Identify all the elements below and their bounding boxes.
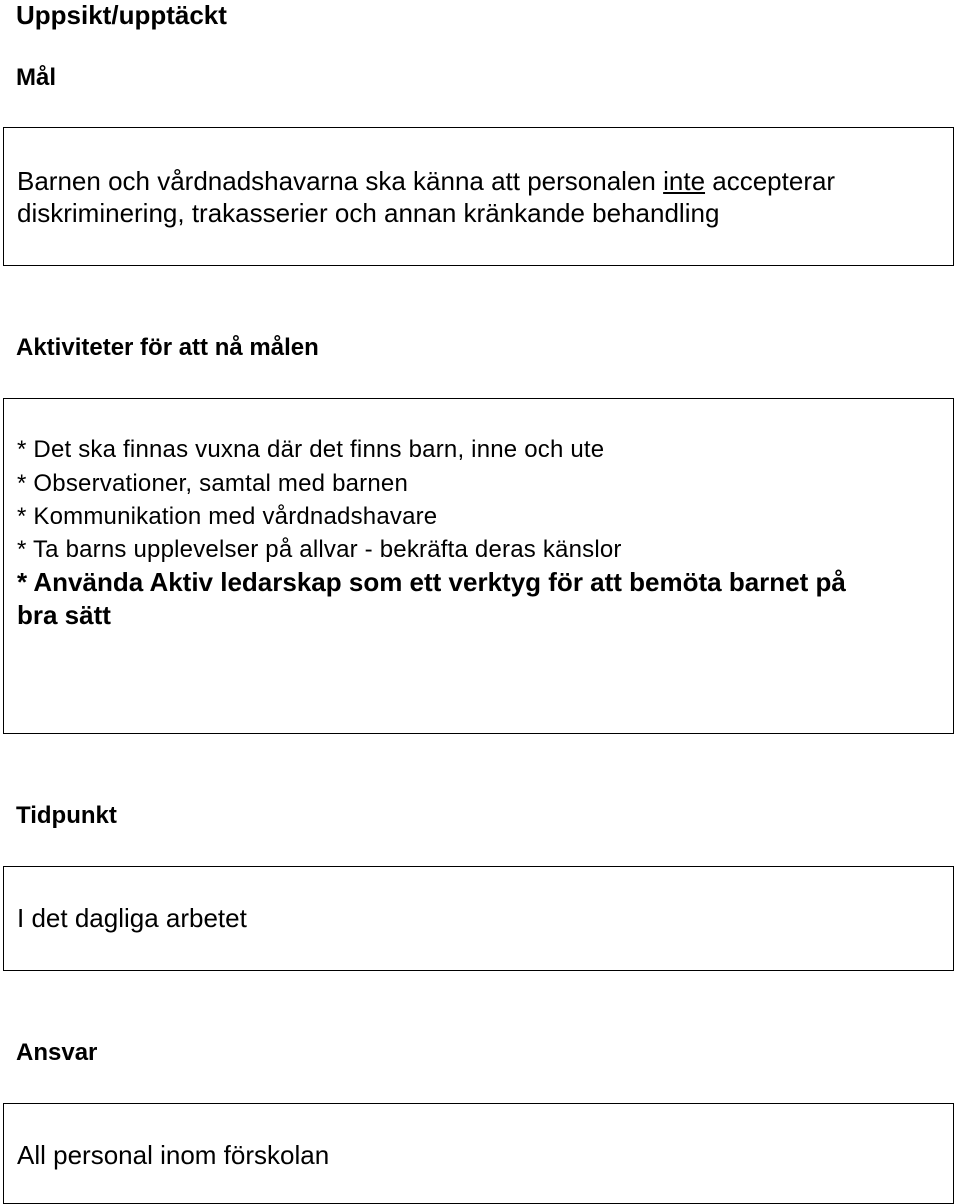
goal-text-line2: diskriminering, trakasserier och annan kränkande behandling bbox=[17, 198, 720, 228]
timing-heading: Tidpunkt bbox=[16, 802, 117, 829]
goal-text-line1 bbox=[17, 165, 835, 197]
goal-text-underlined: inte bbox=[663, 166, 706, 196]
activities-box bbox=[3, 398, 954, 734]
activity-item: * Kommunikation med vårdnadshavare bbox=[17, 503, 438, 530]
goal-heading: Mål bbox=[16, 64, 57, 91]
activities-heading: Aktiviteter för att nå målen bbox=[16, 334, 319, 361]
goal-text-before: Barnen och vårdnadshavarna ska känna att personalen bbox=[17, 166, 664, 196]
document-title: Uppsikt/upptäckt bbox=[16, 0, 227, 30]
responsibility-box bbox=[3, 1103, 954, 1204]
activity-item: * Observationer, samtal med barnen bbox=[17, 470, 408, 497]
responsibility-heading: Ansvar bbox=[16, 1039, 98, 1066]
timing-value: I det dagliga arbetet bbox=[17, 903, 247, 933]
responsibility-value: All personal inom förskolan bbox=[17, 1140, 330, 1170]
activity-item: * Det ska finnas vuxna där det finns barn, inne och ute bbox=[17, 436, 605, 463]
timing-box bbox=[3, 866, 954, 971]
activity-item-bold-line1: * Använda Aktiv ledarskap som ett verktyg för att bemöta barnet på bbox=[17, 567, 846, 597]
goal-box bbox=[3, 127, 954, 266]
activity-item: * Ta barns upplevelser på allvar - bekräfta deras känslor bbox=[17, 536, 622, 563]
goal-text-after: accepterar bbox=[705, 166, 836, 196]
activity-item-bold-line2: bra sätt bbox=[17, 600, 111, 630]
